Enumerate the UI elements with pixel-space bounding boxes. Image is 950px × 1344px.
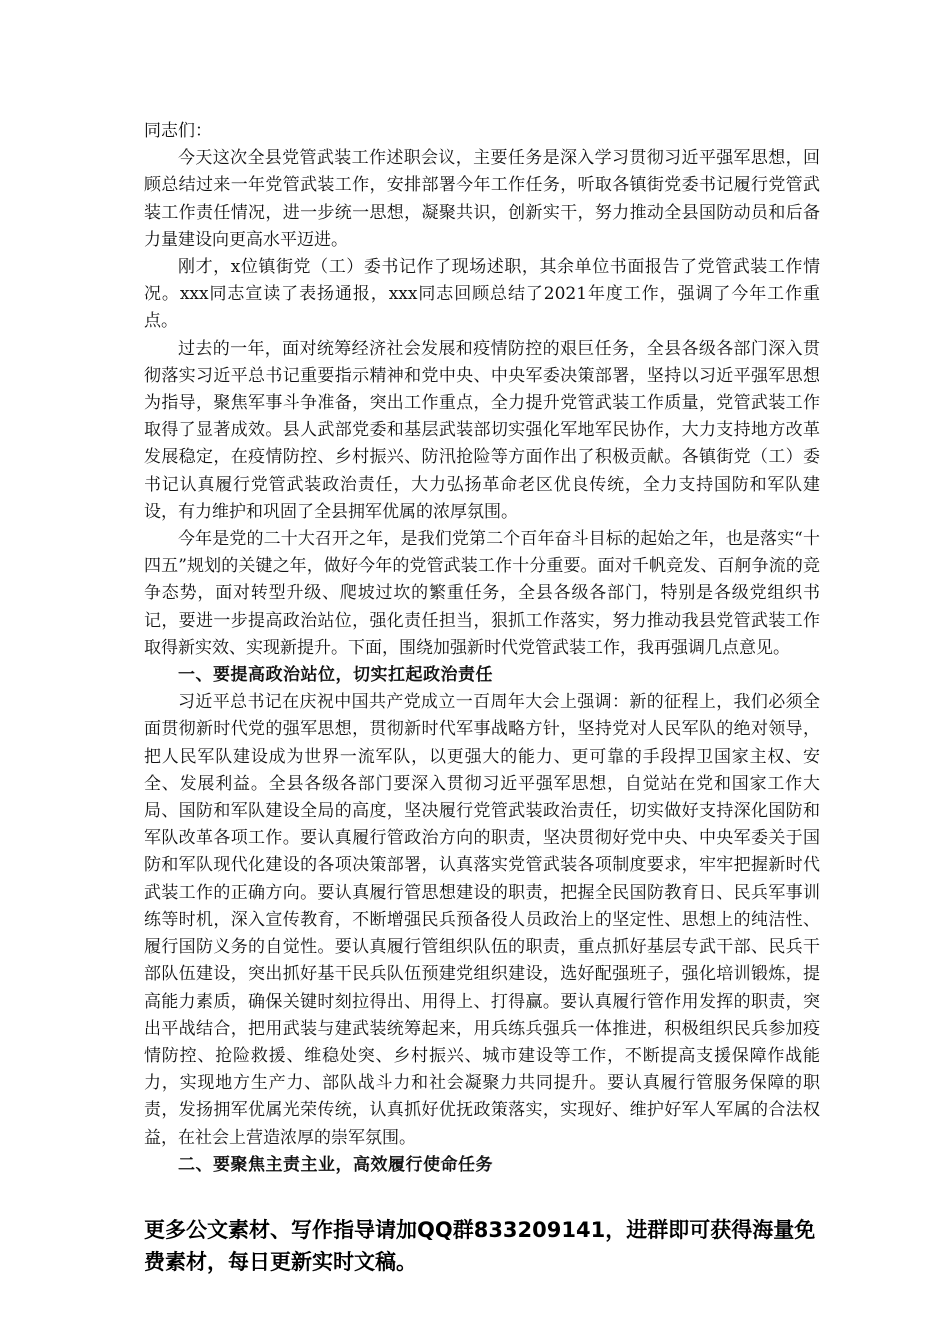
document-body bbox=[144, 118, 820, 1179]
salutation: 同志们： bbox=[144, 121, 212, 141]
paragraph-past-year: 过去的一年，面对统筹经济社会发展和疫情防控的艰巨任务，全县各级各部门深入贯彻落实习近平总书记重要指示精神和党中央、中央军委决策部署，坚持以习近平强军思想为指导，聚焦军事斗争准备，突出工作重点，全力提升党管武装工作质量，党管武装工作取得了显著成效。县人武部党委和基层武装部切实强化军地军民协作，大力支持地方改革发展稳定，在疫情防控、乡村振兴、防汛抢险等方面作出了积极贡献。各镇街党（工）委书记认真履行党管武装政治责任，大力弘扬革命老区优良传统，全力支持国防和军队建设，有力维护和巩固了全县拥军优属的浓厚氛围。 bbox=[144, 338, 820, 522]
promo-footer: 更多公文素材、写作指导请加QQ群833209141，进群即可获得海量免费素材，每日更新实时文稿。 bbox=[144, 1218, 816, 1274]
section-heading-2: 二、要聚焦主责主业，高效履行使命任务 bbox=[178, 1154, 493, 1175]
section-1-paragraph: 习近平总书记在庆祝中国共产党成立一百周年大会上强调：新的征程上，我们必须全面贯彻新时代党的强军思想，贯彻新时代军事战略方针，坚持党对人民军队的绝对领导，把人民军队建设成为世界一流军队，以更强大的能力、更可靠的手段捍卫国家主权、安全、发展利益。全县各级各部门要深入贯彻习近平强军思想，自觉站在党和国家工作大局、国防和军队建设全局的高度，坚决履行党管武装政治责任，切实做好支持深化国防和军队改革各项工作。要认真履行管政治方向的职责，坚决贯彻好党中央、中央军委关于国防和军队现代化建设的各项决策部署，认真落实党管武装各项制度要求，牢牢把握新时代武装工作的正确方向。要认真履行管思想建设的职责，把握全民国防教育日、民兵军事训练等时机，深入宣传教育，不断增强民兵预备役人员政治上的坚定性、思想上的纯洁性、履行国防义务的自觉性。要认真履行管组织队伍的职责，重点抓好基层专武干部、民兵干部队伍建设，突出抓好基干民兵队伍预建党组织建设，选好配强班子，强化培训锻炼，提高能力素质，确保关键时刻拉得出、用得上、打得赢。要认真履行管作用发挥的职责，突出平战结合，把用武装与建武装统筹起来，用兵练兵强兵一体推进，积极组织民兵参加疫情防控、抢险救援、维稳处突、乡村振兴、城市建设等工作，不断提高支援保障作战能力，实现地方生产力、部队战斗力和社会凝聚力共同提升。要认真履行管服务保障的职责，发扬拥军优属光荣传统，认真抓好优抚政策落实，实现好、维护好军人军属的合法权益，在社会上营造浓厚的崇军氛围。 bbox=[144, 692, 820, 1148]
paragraph-this-year: 今年是党的二十大召开之年，是我们党第二个百年奋斗目标的起始之年，也是落实“十四五”规划的关键之年，做好今年的党管武装工作十分重要。面对千帆竞发、百舸争流的竞争态势，面对转型升级、爬坡过坎的繁重任务，全县各级各部门，特别是各级党组织书记，要进一步提高政治站位，强化责任担当，狠抓工作落实，努力推动我县党管武装工作取得新实效、实现新提升。下面，围绕加强新时代党管武装工作，我再强调几点意见。 bbox=[144, 529, 820, 658]
paragraph-opening: 今天这次全县党管武装工作述职会议，主要任务是深入学习贯彻习近平强军思想，回顾总结过来一年党管武装工作，安排部署今年工作任务，听取各镇街党委书记履行党管武装工作责任情况，进一步统一思想，凝聚共识，创新实干，努力推动全县国防动员和后备力量建设向更高水平迈进。 bbox=[144, 148, 820, 250]
paragraph-reports: 刚才，x位镇街党（工）委书记作了现场述职，其余单位书面报告了党管武装工作情况。xxx同志宣读了表扬通报，xxx同志回顾总结了2021年度工作，强调了今年工作重点。 bbox=[144, 257, 820, 332]
section-heading-1: 一、要提高政治站位，切实扛起政治责任 bbox=[178, 665, 493, 686]
